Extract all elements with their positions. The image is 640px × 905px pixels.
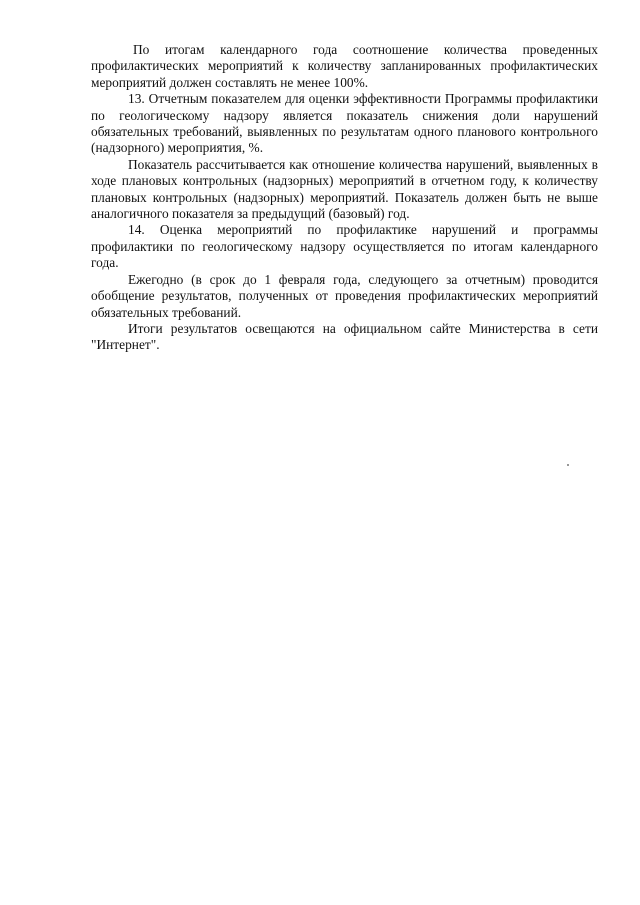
paragraph-prevention-ratio: По итогам календарного года соотношение количества проведенных профилактических мероприятий к количеству запланированных профилактических мероприятий должен составлять не менее 100%.	[91, 42, 598, 90]
paragraph-item-13-indicator: 13. Отчетным показателем для оценки эффективности Программы профилактики по геологическому надзору является показатель снижения доли нарушений обязательных требований, выявленных по результатам одного планового контрольного (надзорного) мероприятия, %.	[91, 91, 598, 156]
paragraph-indicator-calculation: Показатель рассчитывается как отношение количества нарушений, выявленных в ходе плановых контрольных (надзорных) мероприятий в отчетном году, к количеству плановых контрольных (надзорных) мероприятий. Показатель должен быть не выше аналогичного показателя за предыдущий (базовый) год.	[91, 156, 598, 222]
scan-speck	[567, 464, 569, 466]
paragraph-item-14-evaluation: 14. Оценка мероприятий по профилактике нарушений и программы профилактики по геологическому надзору осуществляется по итогам календарного года.	[91, 222, 598, 271]
paragraph-results-publication: Итоги результатов освещаются на официальном сайте Министерства в сети "Интернет".	[91, 320, 598, 353]
document-body	[91, 42, 598, 354]
paragraph-annual-summary: Ежегодно (в срок до 1 февраля года, следующего за отчетным) проводится обобщение результатов, полученных от проведения профилактических мероприятий обязательных требований.	[91, 271, 598, 320]
